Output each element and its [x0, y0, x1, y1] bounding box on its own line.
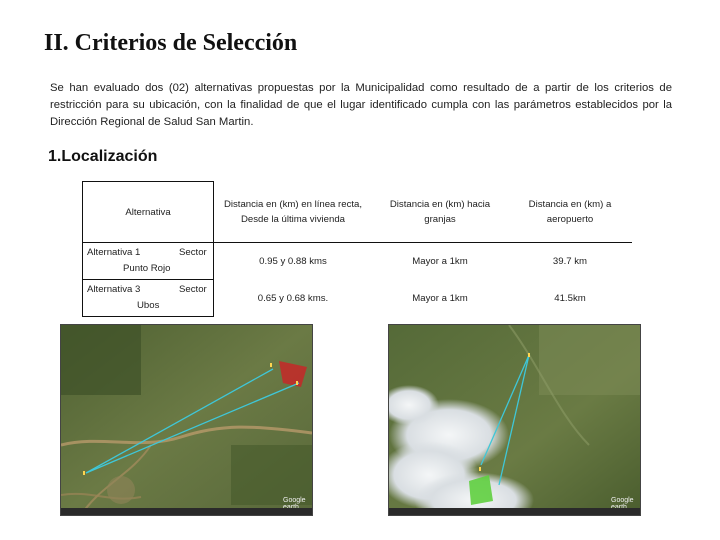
- table-header-row: [83, 182, 633, 243]
- map-status-bar: [61, 508, 312, 515]
- alternative-name: Alternativa 3: [87, 284, 141, 295]
- header-distance-farms: Distancia en (km) hacia granjas: [389, 198, 491, 225]
- table-row: [83, 280, 633, 317]
- distance-airport-value: 39.7 km: [508, 243, 632, 280]
- satellite-image: [61, 325, 312, 515]
- satellite-map-alternativa-1: [60, 324, 313, 516]
- satellite-map-alternativa-3: [388, 324, 641, 516]
- section-heading: 1.Localización: [48, 148, 158, 165]
- distance-housing-value: 0.95 y 0.88 kms: [214, 243, 373, 280]
- distance-farms-value: Mayor a 1km: [412, 292, 468, 304]
- header-alternativa: Alternativa: [83, 182, 214, 243]
- alternative-name: Alternativa 1: [87, 247, 141, 258]
- satellite-image: [389, 325, 640, 515]
- distance-housing-value: 0.65 y 0.68 kms.: [257, 292, 329, 304]
- map-status-bar: [389, 508, 640, 515]
- table-row: [83, 243, 633, 280]
- alternative-cell: [83, 280, 214, 317]
- distance-farms-value: Mayor a 1km: [372, 243, 508, 280]
- criteria-table: [82, 181, 632, 317]
- alternative-cell: [83, 243, 214, 280]
- page-title: II. Criterios de Selección: [44, 30, 298, 56]
- alternative-sector: Sector: [179, 284, 207, 295]
- google-earth-logo: Google: [283, 497, 306, 504]
- alternative-place: Punto Rojo: [123, 263, 171, 274]
- alternative-place: Ubos: [137, 300, 160, 311]
- header-distance-housing: Distancia en (km) en línea recta, Desde la última vivienda: [223, 198, 363, 225]
- alternative-sector: Sector: [179, 247, 207, 258]
- google-earth-logo: Google: [611, 497, 634, 504]
- intro-paragraph: Se han evaluado dos (02) alternativas propuestas por la Municipalidad como resultado de a partir de los criterios de restricción para su ubicación, con la finalidad de que el lugar identificado cumpla con las parámetros establecidos por la Dirección Regional de Salud San Martin.: [50, 82, 672, 128]
- header-distance-airport: Distancia en (km) a aeropuerto: [528, 198, 612, 225]
- distance-airport-value: 41.5km: [554, 292, 586, 304]
